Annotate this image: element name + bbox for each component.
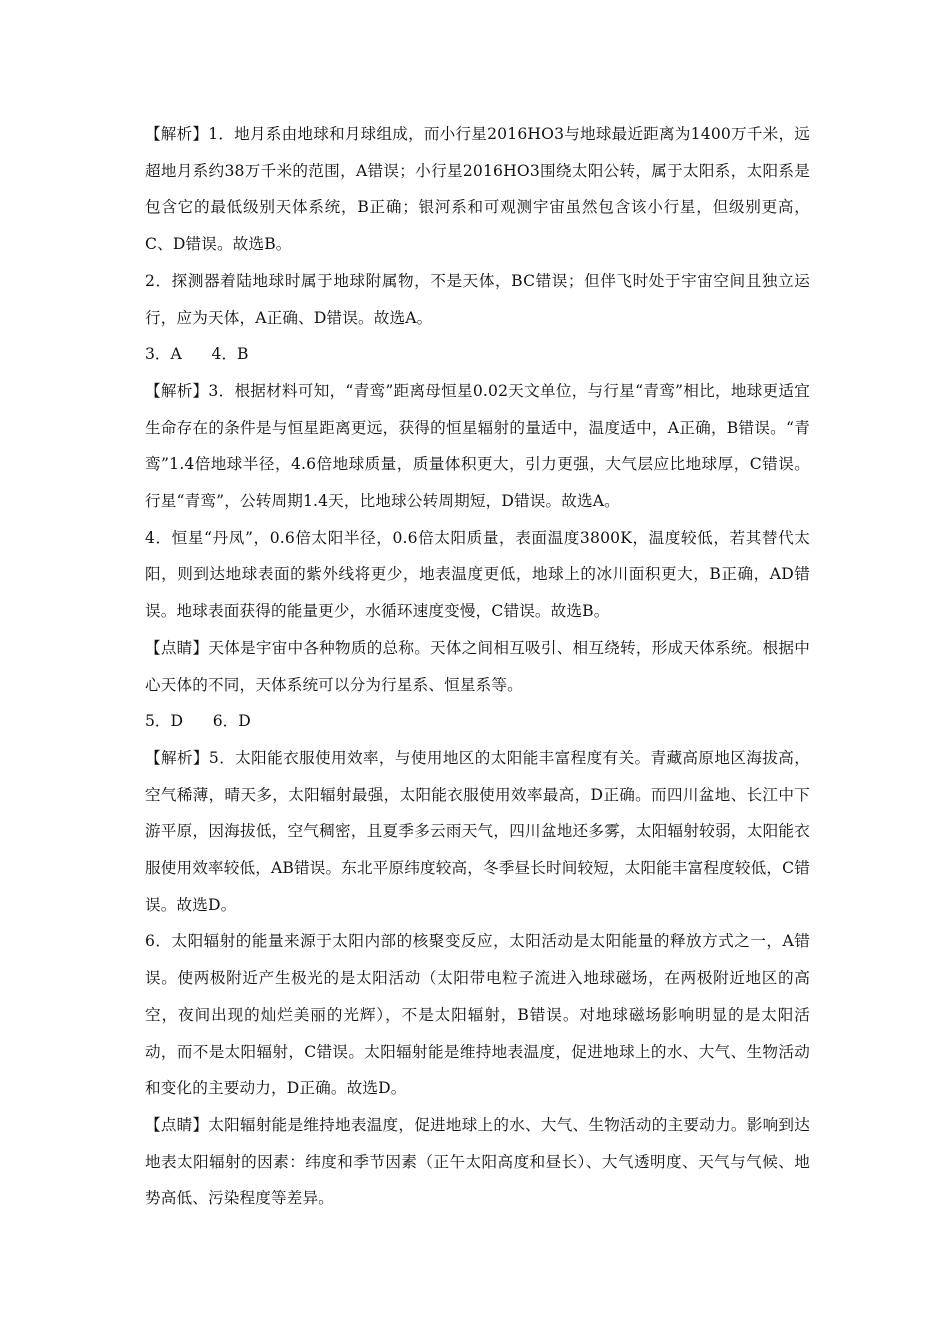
answers-q3-q4: 3．A 4．B [145,345,249,364]
analysis-q2: 2．探测器着陆地球时属于地球附属物，不是天体，BC错误；但伴飞时处于宇宙空间且独立运行，应为天体，A正确、D错误。故选A。 [145,271,810,327]
analysis-q4: 4．恒星“丹凤”，0.6倍太阳半径，0.6倍太阳质量，表面温度3800K，温度较低，若其替代太阳，则到达地球表面的紫外线将更少，地表温度更低，地球上的冰川面积更大，B正确，AD错误。地球表面获得的能量更少，水循环速度变慢，C错误。故选B。 [145,528,810,621]
analysis-q1-q2: 【解析】1．地月系由地球和月球组成，而小行星2016HO3与地球最近距离为1400万千米，远超地月系约38万千米的范围，A错误；小行星2016HO3围绕太阳公转，属于太阳系，太阳系是包含它的最低级别天体系统，B正确；银河系和可观测宇宙虽然包含该小行星，但级别更高，C、D错误。故选B。 [145,125,810,254]
document-page [145,116,810,1217]
answers-q5-q6: 5．D 6．D [145,712,251,731]
analysis-q5: 【解析】5．太阳能衣服使用效率，与使用地区的太阳能丰富程度有关。青藏高原地区海拔高，空气稀薄，晴天多，太阳辐射最强，太阳能衣服使用效率最高，D正确。而四川盆地、长江中下游平原，因海拔低，空气稠密，且夏季多云雨天气，四川盆地还多雾，太阳辐射较弱，太阳能衣服使用效率较低，AB错误。东北平原纬度较高，冬季昼长时间较短，太阳能丰富程度较低，C错误。故选D。 [145,748,810,914]
analysis-q3: 【解析】3．根据材料可知，“青鸾”距离母恒星0.02天文单位，与行星“青鸾”相比，地球更适宜生命存在的条件是与恒星距离更远，获得的恒星辐射的量适中，温度适中，A正确，B错误。“青鸾”1.4倍地球半径，4.6倍地球质量，质量体积更大，引力更强，大气层应比地球厚，C错误。行星“青鸾”，公转周期1.4天，比地球公转周期短，D错误。故选A。 [145,381,810,511]
tip-q5-q6: 【点睛】太阳辐射能是维持地表温度，促进地球上的水、大气、生物活动的主要动力。影响到达地表太阳辐射的因素：纬度和季节因素（正午太阳高度和昼长）、大气透明度、天气与气候、地势高低、污染程度等差异。 [145,1115,810,1208]
tip-q3-q4: 【点睛】天体是宇宙中各种物质的总称。天体之间相互吸引、相互绕转，形成天体系统。根据中心天体的不同，天体系统可以分为行星系、恒星系等。 [145,638,810,694]
analysis-q6: 6．太阳辐射的能量来源于太阳内部的核聚变反应，太阳活动是太阳能量的释放方式之一，A错误。使两极附近产生极光的是太阳活动（太阳带电粒子流进入地球磁场，在两极附近地区的高空，夜间出现的灿烂美丽的光辉），不是太阳辐射，B错误。对地球磁场影响明显的是太阳活动，而不是太阳辐射，C错误。太阳辐射能是维持地表温度，促进地球上的水、大气、生物活动和变化的主要动力，D正确。故选D。 [145,932,810,1098]
